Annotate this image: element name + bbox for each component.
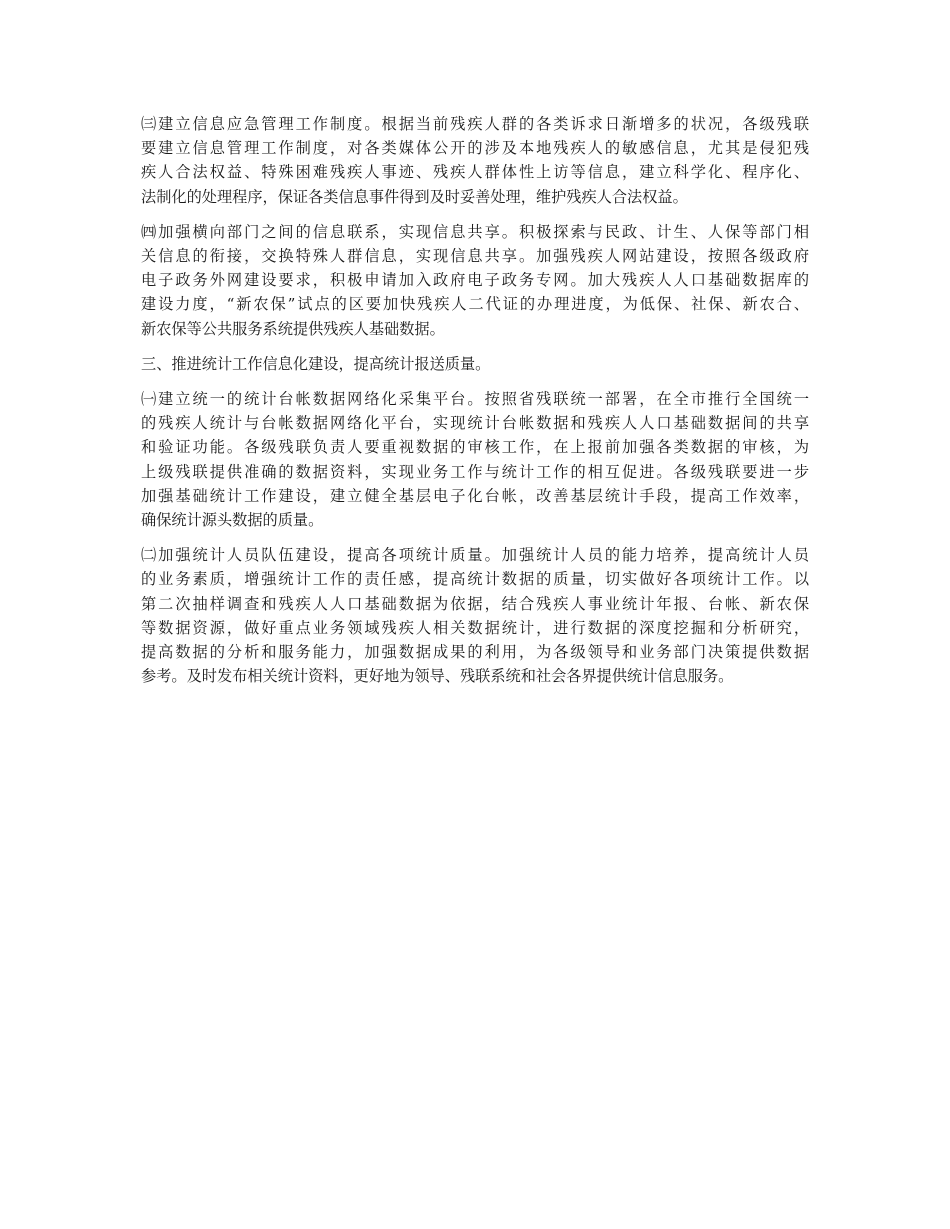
text-line: ㈡加强统计人员队伍建设，提高各项统计质量。加强统计人员的能力培养，提高统计人员: [141, 546, 809, 565]
text-line: 等数据资源，做好重点业务领域残疾人相关数据统计，进行数据的深度挖掘和分析研究，: [141, 618, 809, 637]
text-line: 第二次抽样调查和残疾人人口基础数据为依据，结合残疾人事业统计年报、台帐、新农保: [141, 594, 809, 613]
document-body: [141, 112, 809, 699]
text-line: 关信息的衔接，交换特殊人群信息，实现信息共享。加强残疾人网站建设，按照各级政府: [141, 247, 809, 266]
text-line: 加强基础统计工作建设，建立健全基层电子化台帐，改善基层统计手段，提高工作效率，: [141, 486, 809, 505]
paragraph-info-emergency-management: [141, 112, 809, 209]
text-line: ㈣加强横向部门之间的信息联系，实现信息共享。积极探索与民政、计生、人保等部门相: [141, 222, 809, 241]
text-line: 提高数据的分析和服务能力，加强数据成果的利用，为各级领导和业务部门决策提供数据: [141, 643, 809, 662]
text-line: 上级残联提供准确的数据资料，实现业务工作与统计工作的相互促进。各级残联要进一步: [141, 462, 809, 481]
text-line: 和验证功能。各级残联负责人要重视数据的审核工作，在上报前加强各类数据的审核，为: [141, 438, 809, 457]
text-line: 的业务素质，增强统计工作的责任感，提高统计数据的质量，切实做好各项统计工作。以: [141, 570, 809, 589]
text-line: 要建立信息管理工作制度，对各类媒体公开的涉及本地残疾人的敏感信息，尤其是侵犯残: [141, 139, 809, 158]
section-heading-statistics: [141, 352, 809, 376]
text-line: 新农保等公共服务系统提供残疾人基础数据。: [141, 319, 445, 338]
text-line: 疾人合法权益、特殊困难残疾人事迹、残疾人群体性上访等信息，建立科学化、程序化、: [141, 163, 809, 182]
text-line: 电子政务外网建设要求，积极申请加入政府电子政务专网。加大残疾人人口基础数据库的: [141, 271, 809, 290]
paragraph-statistics-platform: [141, 387, 809, 532]
text-line: 三、推进统计工作信息化建设，提高统计报送质量。: [141, 354, 491, 373]
text-line: 参考。及时发布相关统计资料，更好地为领导、残联系统和社会各界提供统计信息服务。: [141, 667, 734, 686]
text-line: 建设力度，“新农保”试点的区要加快残疾人二代证的办理进度，为低保、社保、新农合、: [141, 295, 809, 314]
text-line: ㈢建立信息应急管理工作制度。根据当前残疾人群的各类诉求日渐增多的状况，各级残联: [141, 115, 809, 133]
paragraph-info-sharing: [141, 220, 809, 341]
text-line: 法制化的处理程序，保证各类信息事件得到及时妥善处理，维护残疾人合法权益。: [141, 187, 688, 206]
paragraph-statistics-staff: [141, 543, 809, 688]
text-line: 的残疾人统计与台帐数据网络化平台，实现统计台帐数据和残疾人人口基础数据间的共享: [141, 414, 809, 433]
text-line: 确保统计源头数据的质量。: [141, 511, 324, 530]
text-line: ㈠建立统一的统计台帐数据网络化采集平台。按照省残联统一部署，在全市推行全国统一: [141, 390, 809, 409]
